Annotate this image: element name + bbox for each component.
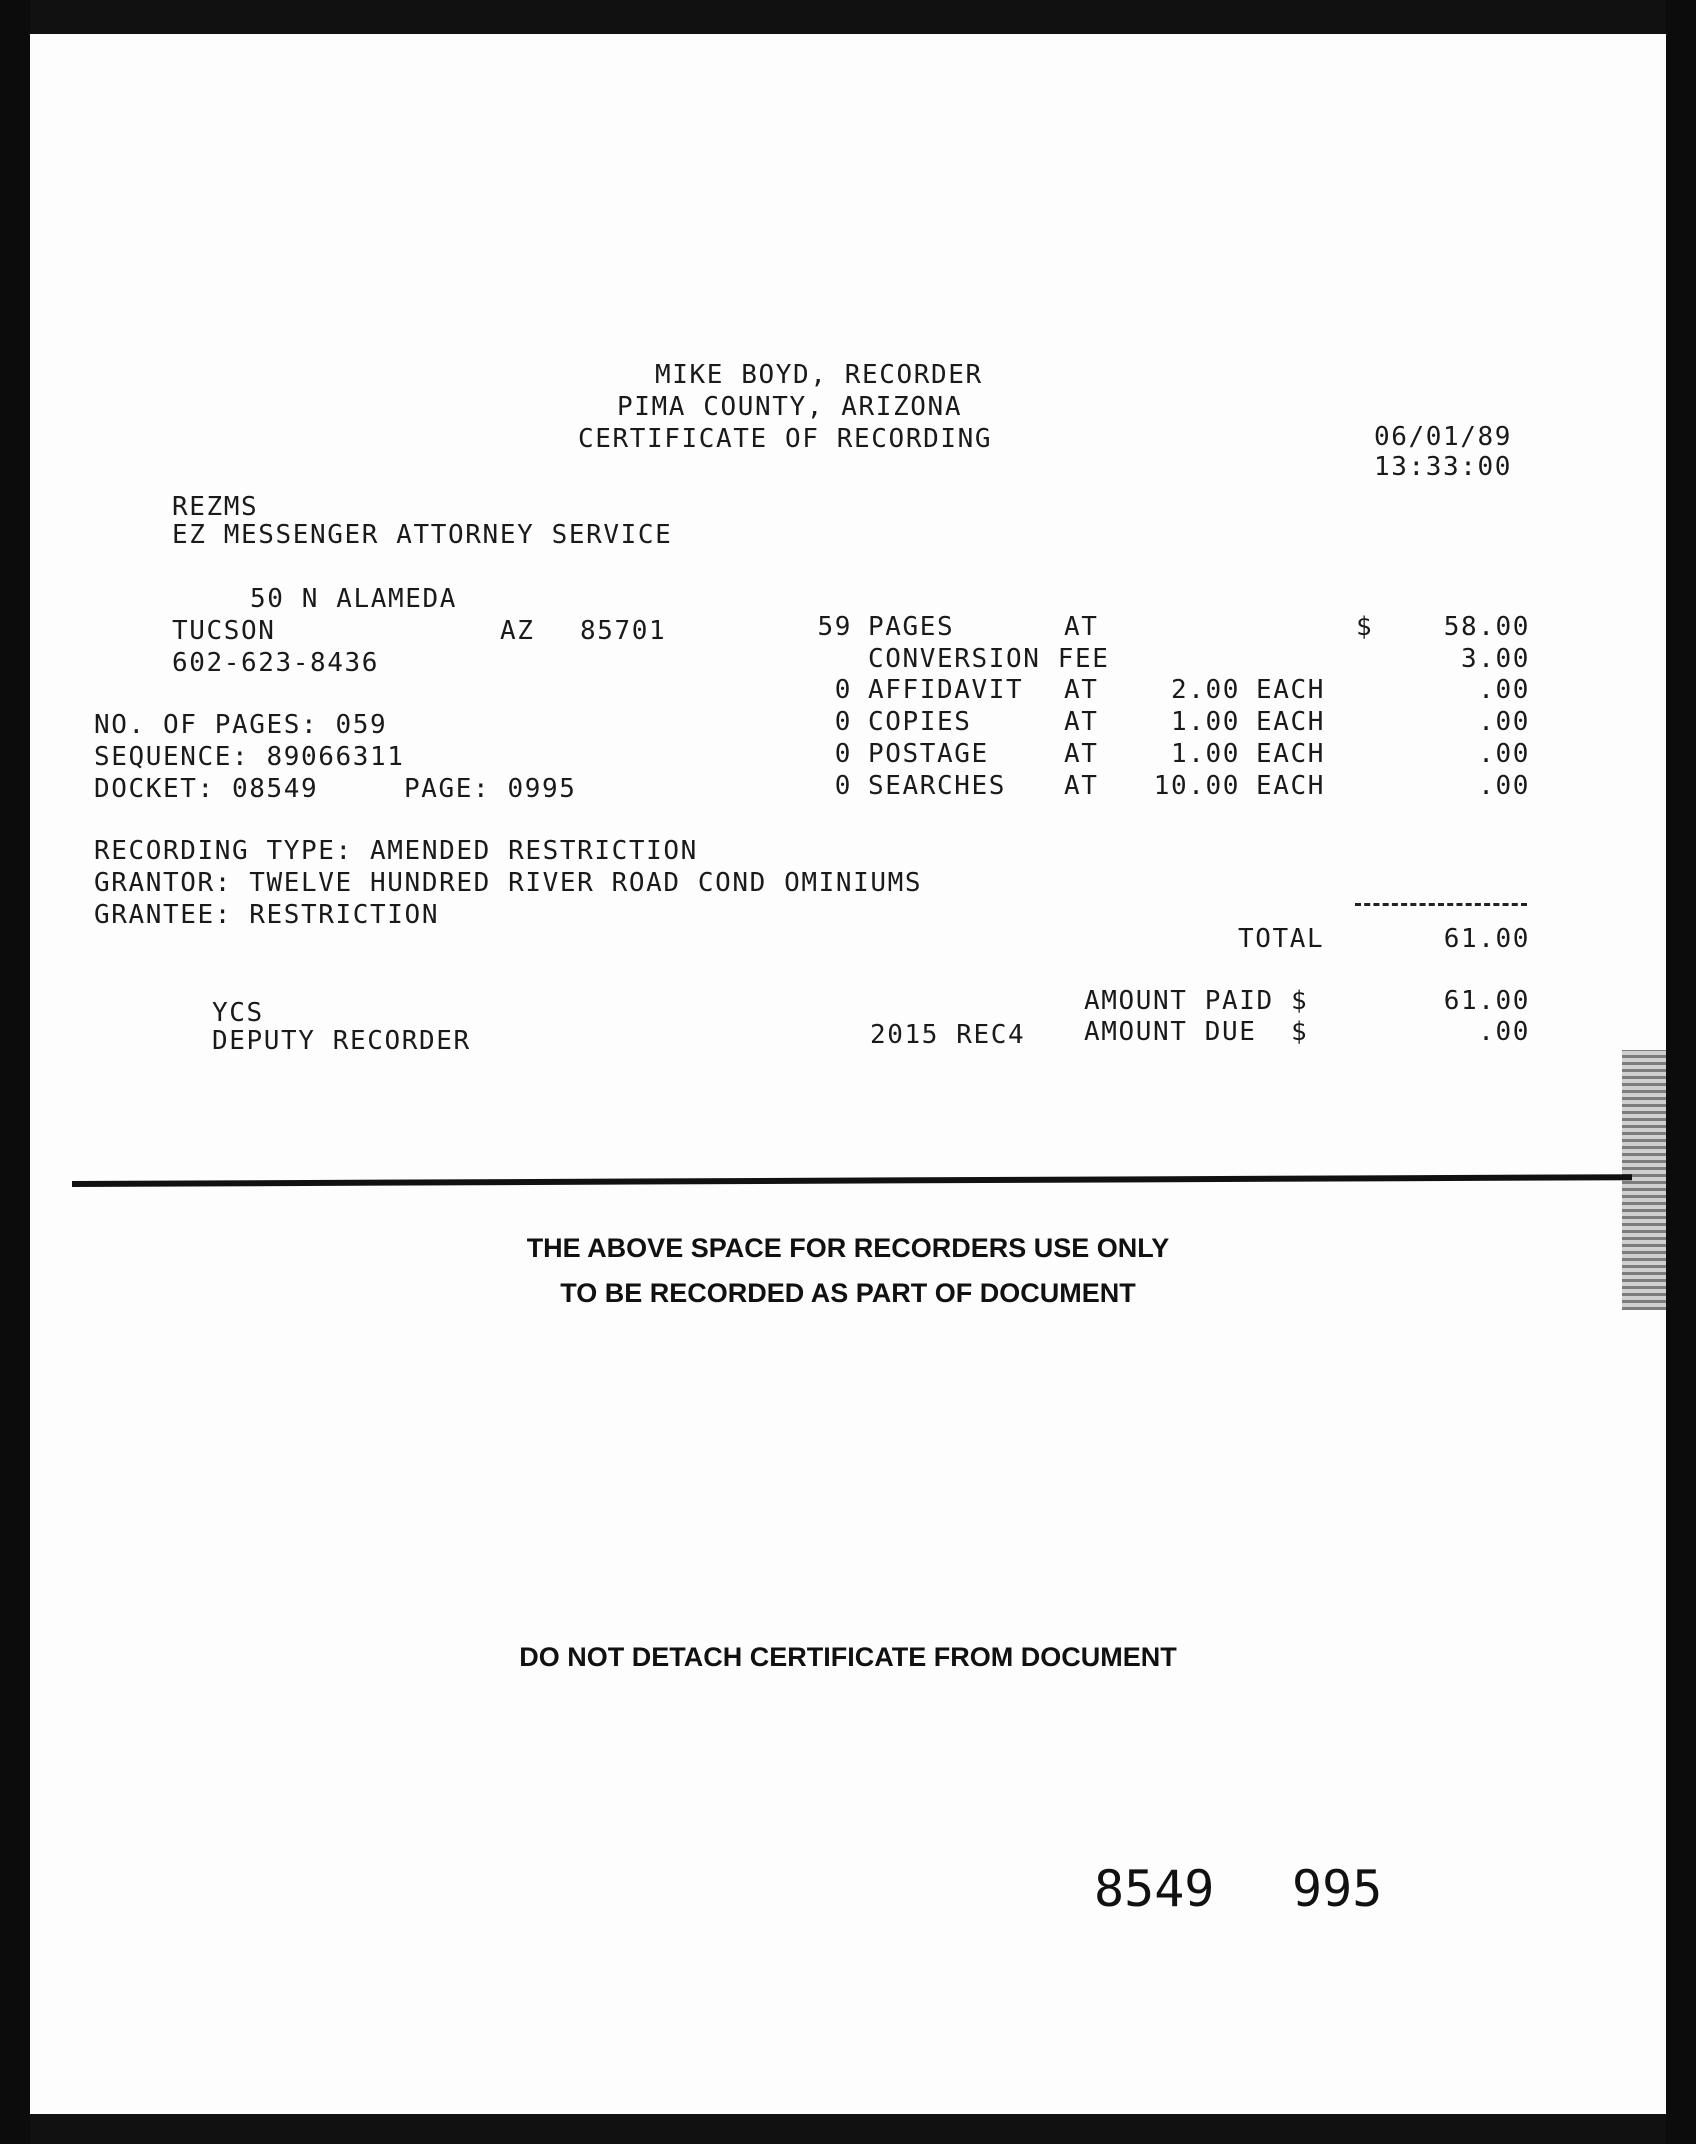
- page-number: PAGE: 0995: [404, 774, 577, 804]
- fee-item: POSTAGE: [868, 739, 989, 769]
- fee-qty: 0: [834, 707, 852, 737]
- fee-amount: .00: [1478, 771, 1530, 801]
- fee-amount: .00: [1478, 675, 1530, 705]
- fee-at: AT: [1064, 612, 1099, 642]
- fee-qty: 0: [834, 771, 852, 801]
- customer-phone: 602-623-8436: [172, 648, 380, 678]
- fee-each: EACH: [1256, 739, 1326, 769]
- customer-state: AZ: [500, 616, 535, 646]
- sequence-number: SEQUENCE: 89066311: [94, 742, 405, 772]
- county-state: PIMA COUNTY, ARIZONA: [617, 392, 963, 422]
- total-divider: [1355, 903, 1527, 906]
- scan-border-left: [0, 0, 30, 2144]
- customer-name: EZ MESSENGER ATTORNEY SERVICE: [172, 520, 673, 550]
- fee-currency: $: [1356, 612, 1374, 642]
- docket-number: DOCKET: 08549: [94, 774, 319, 804]
- scan-border-right: [1666, 0, 1696, 2144]
- fee-amount: 58.00: [1443, 612, 1530, 642]
- fee-at: AT: [1064, 707, 1099, 737]
- fee-amount: .00: [1478, 739, 1530, 769]
- fee-rate: 2.00: [1170, 675, 1240, 705]
- fee-at: AT: [1064, 675, 1099, 705]
- fee-item: SEARCHES: [868, 771, 1007, 801]
- number-of-pages: NO. OF PAGES: 059: [94, 710, 388, 740]
- customer-street: 50 N ALAMEDA: [250, 584, 458, 614]
- fee-rate: 1.00: [1170, 739, 1240, 769]
- amount-paid-label: AMOUNT PAID $: [1084, 986, 1309, 1016]
- amount-due-label: AMOUNT DUE $: [1084, 1017, 1309, 1047]
- fee-each: EACH: [1256, 771, 1326, 801]
- fee-rate: 1.00: [1170, 707, 1240, 737]
- customer-zip: 85701: [580, 616, 667, 646]
- recorders-use-notice: THE ABOVE SPACE FOR RECORDERS USE ONLY: [526, 1233, 1170, 1263]
- amount-paid: 61.00: [1443, 986, 1530, 1016]
- customer-code: REZMS: [172, 492, 259, 522]
- grantee: GRANTEE: RESTRICTION: [94, 900, 440, 930]
- fee-at: AT: [1064, 771, 1099, 801]
- deputy-initials: YCS: [212, 998, 264, 1028]
- recorder-name: MIKE BOYD, RECORDER: [655, 360, 983, 390]
- total-label: TOTAL: [1238, 924, 1325, 954]
- recorded-as-part-notice: TO BE RECORDED AS PART OF DOCUMENT: [560, 1278, 1136, 1308]
- fee-qty: 0: [834, 675, 852, 705]
- recording-type: RECORDING TYPE: AMENDED RESTRICTION: [94, 836, 698, 866]
- grantor: GRANTOR: TWELVE HUNDRED RIVER ROAD COND OMINIUMS: [94, 868, 923, 898]
- certificate-sheet: [30, 34, 1666, 2114]
- register-code: 2015 REC4: [870, 1020, 1026, 1050]
- fee-amount: .00: [1478, 707, 1530, 737]
- customer-city: TUCSON: [172, 616, 276, 646]
- fee-item: AFFIDAVIT: [868, 675, 1024, 705]
- certificate-title: CERTIFICATE OF RECORDING: [578, 424, 993, 454]
- recording-time: 13:33:00: [1374, 452, 1513, 482]
- fee-qty: 59: [817, 612, 852, 642]
- stamp-docket: 8549: [1094, 1860, 1215, 1918]
- deputy-title: DEPUTY RECORDER: [212, 1026, 471, 1056]
- fee-item: PAGES: [868, 612, 955, 642]
- fee-item: COPIES: [868, 707, 972, 737]
- do-not-detach-notice: DO NOT DETACH CERTIFICATE FROM DOCUMENT: [519, 1642, 1177, 1672]
- fee-amount: 3.00: [1460, 644, 1530, 674]
- total-amount: 61.00: [1443, 924, 1530, 954]
- fee-each: EACH: [1256, 675, 1326, 705]
- fee-qty: 0: [834, 739, 852, 769]
- fee-rate: 10.00: [1153, 771, 1240, 801]
- recording-date: 06/01/89: [1374, 422, 1513, 452]
- fee-each: EACH: [1256, 707, 1326, 737]
- fee-at: AT: [1064, 739, 1099, 769]
- stamp-page: 995: [1292, 1860, 1383, 1918]
- amount-due: .00: [1478, 1017, 1530, 1047]
- fee-item: CONVERSION FEE: [868, 644, 1110, 674]
